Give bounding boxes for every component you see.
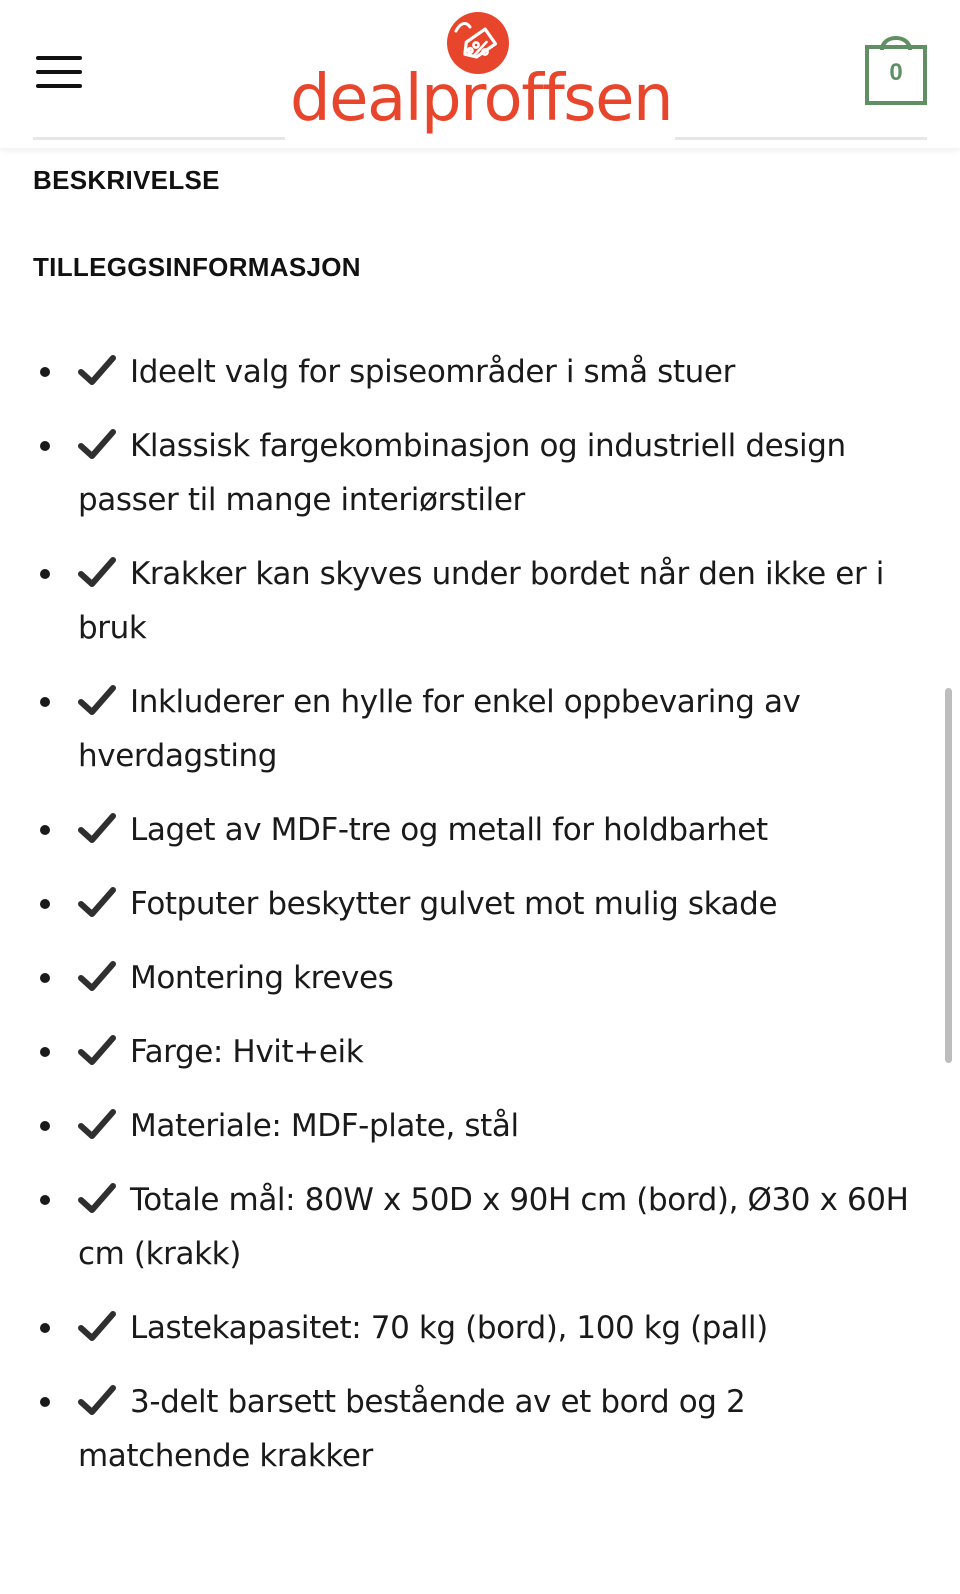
- feature-text: Farge: Hvit+eik: [130, 1034, 364, 1070]
- list-item: [0, 951, 960, 1005]
- bullet-dot: [40, 1397, 50, 1407]
- check-icon: [78, 887, 116, 917]
- check-icon: [78, 355, 116, 385]
- bullet-dot: [40, 973, 50, 983]
- check-icon: [78, 1385, 116, 1415]
- bullet-dot: [40, 441, 50, 451]
- list-item: [0, 1025, 960, 1079]
- header-divider-right: [675, 137, 927, 140]
- list-item: [0, 675, 960, 783]
- feature-text: Montering kreves: [130, 960, 394, 996]
- header-divider-left: [33, 137, 285, 140]
- bullet-dot: [40, 569, 50, 579]
- feature-text: Laget av MDF-tre og metall for holdbarhet: [130, 812, 768, 848]
- list-item: [0, 1375, 960, 1483]
- bullet-dot: [40, 825, 50, 835]
- feature-text: Totale mål: 80W x 50D x 90H cm (bord), Ø30 x 60H cm (krakk): [78, 1182, 909, 1272]
- tab-tilleggsinformasjon[interactable]: TILLEGGSINFORMASJON: [33, 252, 361, 282]
- scrollbar[interactable]: [945, 688, 952, 1063]
- menu-button[interactable]: [36, 55, 82, 91]
- feature-text: Inkluderer en hylle for enkel oppbevaring av hverdagsting: [78, 684, 801, 774]
- check-icon: [78, 813, 116, 843]
- list-item: [0, 345, 960, 399]
- bullet-dot: [40, 899, 50, 909]
- list-item: [0, 803, 960, 857]
- bullet-dot: [40, 367, 50, 377]
- list-item: [0, 1173, 960, 1281]
- check-icon: [78, 429, 116, 459]
- bullet-dot: [40, 697, 50, 707]
- check-icon: [78, 1035, 116, 1065]
- list-item: [0, 877, 960, 931]
- cart-count-badge: 0: [889, 59, 903, 86]
- feature-text: Lastekapasitet: 70 kg (bord), 100 kg (pall): [130, 1310, 768, 1346]
- bullet-dot: [40, 1323, 50, 1333]
- bullet-dot: [40, 1195, 50, 1205]
- list-item: [0, 1099, 960, 1153]
- feature-text: Klassisk fargekombinasjon og industriell design passer til mange interiørstiler: [78, 428, 846, 518]
- tab-beskrivelse[interactable]: BESKRIVELSE: [33, 165, 220, 195]
- site-header: [0, 0, 960, 148]
- check-icon: [78, 557, 116, 587]
- feature-list: [0, 345, 960, 1503]
- check-icon: [78, 1311, 116, 1341]
- list-item: [0, 547, 960, 655]
- product-tabs: [33, 160, 923, 287]
- feature-text: Fotputer beskytter gulvet mot mulig skade: [130, 886, 778, 922]
- feature-text: Ideelt valg for spiseområder i små stuer: [130, 354, 735, 390]
- feature-text: Materiale: MDF-plate, stål: [130, 1108, 519, 1144]
- bullet-dot: [40, 1121, 50, 1131]
- feature-text: 3-delt barsett bestående av et bord og 2 matchende krakker: [78, 1384, 746, 1474]
- bullet-dot: [40, 1047, 50, 1057]
- list-item: [0, 419, 960, 527]
- check-icon: [78, 1109, 116, 1139]
- site-logo[interactable]: [290, 8, 673, 140]
- logo-wordmark: dealproffsen: [290, 62, 673, 136]
- cart-button[interactable]: [864, 30, 928, 108]
- check-icon: [78, 961, 116, 991]
- check-icon: [78, 685, 116, 715]
- check-icon: [78, 1183, 116, 1213]
- feature-text: Krakker kan skyves under bordet når den ikke er i bruk: [78, 556, 884, 646]
- list-item: [0, 1301, 960, 1355]
